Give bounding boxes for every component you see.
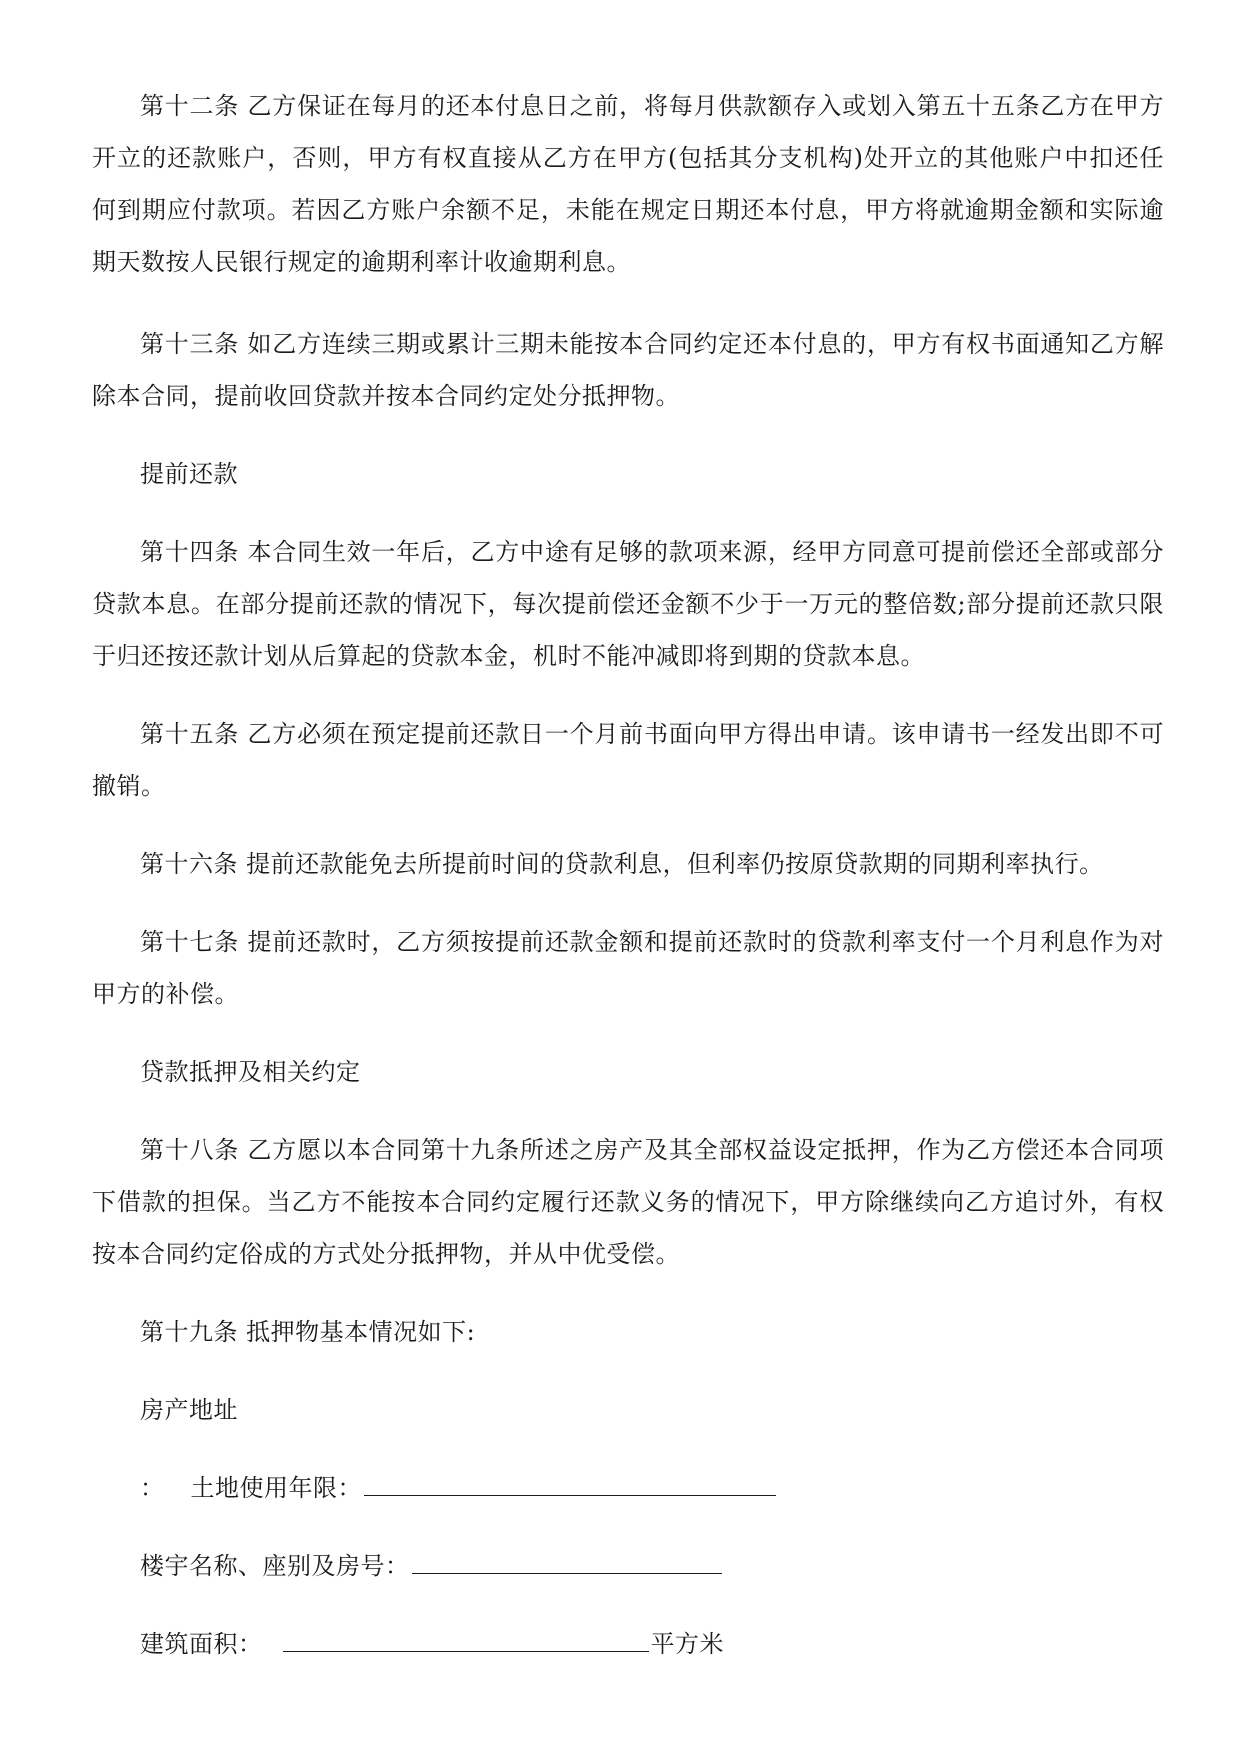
area-unit: 平方米 <box>650 1630 724 1658</box>
article-17: 第十七条 提前还款时，乙方须按提前还款金额和提前还款时的贷款利率支付一个月利息作为对甲方的补偿。 <box>92 928 1164 1008</box>
land-term-label: 土地使用年限： <box>190 1474 362 1502</box>
colon-mark: ： <box>140 1474 165 1502</box>
property-address-label: 房产地址 <box>140 1396 238 1424</box>
article-19: 第十九条 抵押物基本情况如下: <box>140 1318 476 1346</box>
building-label: 楼宇名称、座别及房号： <box>140 1552 410 1580</box>
section-heading-prepayment: 提前还款 <box>140 460 238 488</box>
article-13: 第十三条 如乙方连续三期或累计三期未能按本合同约定还本付息的，甲方有权书面通知乙方解除本合同，提前收回贷款并按本合同约定处分抵押物。 <box>92 330 1164 410</box>
building-row <box>140 1540 724 1592</box>
area-row <box>140 1618 724 1670</box>
article-16: 第十六条 提前还款能免去所提前时间的贷款利息，但利率仍按原贷款期的同期利率执行。 <box>140 850 1104 878</box>
article-18: 第十八条 乙方愿以本合同第十九条所述之房产及其全部权益设定抵押，作为乙方偿还本合同项下借款的担保。当乙方不能按本合同约定履行还款义务的情况下，甲方除继续向乙方追讨外，有权按本合同约定俗成的方式处分抵押物，并从中优受偿。 <box>92 1136 1164 1268</box>
article-14: 第十四条 本合同生效一年后，乙方中途有足够的款项来源，经甲方同意可提前偿还全部或部分贷款本息。在部分提前还款的情况下，每次提前偿还金额不少于一万元的整倍数;部分提前还款只限于归还按还款计划从后算起的贷款本金，机时不能冲减即将到期的贷款本息。 <box>92 538 1164 670</box>
land-term-field[interactable] <box>364 1473 776 1496</box>
building-field[interactable] <box>412 1551 722 1574</box>
land-term-row <box>140 1462 778 1514</box>
area-field[interactable] <box>283 1629 649 1652</box>
article-15: 第十五条 乙方必须在预定提前还款日一个月前书面向甲方得出申请。该申请书一经发出即不可撤销。 <box>92 720 1164 800</box>
section-heading-mortgage: 贷款抵押及相关约定 <box>140 1058 361 1086</box>
article-12: 第十二条 乙方保证在每月的还本付息日之前，将每月供款额存入或划入第五十五条乙方在甲方开立的还款账户，否则，甲方有权直接从乙方在甲方(包括其分支机构)处开立的其他账户中扣还任何到期应付款项。若因乙方账户余额不足，未能在规定日期还本付息，甲方将就逾期金额和实际逾期天数按人民银行规定的逾期利率计收逾期利息。 <box>92 92 1164 276</box>
area-label: 建筑面积： <box>140 1630 263 1658</box>
